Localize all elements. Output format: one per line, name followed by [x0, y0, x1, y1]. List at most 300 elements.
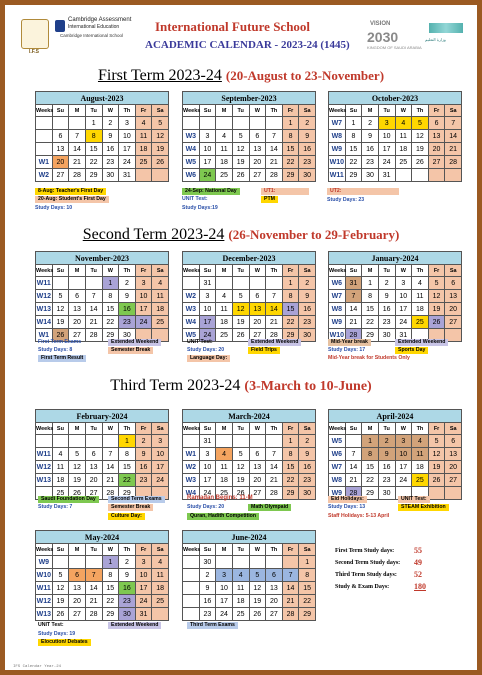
day-cell: 28: [345, 329, 362, 342]
day-header: Weeks: [183, 265, 200, 277]
legend-semester-break-nov: Semester Break: [108, 347, 153, 354]
week-label: W11: [36, 448, 53, 461]
day-header: Su: [345, 105, 362, 117]
day-cell: 3: [135, 277, 152, 290]
day-cell: 5: [152, 117, 169, 130]
legend-quran-competition: Quran, Hadith Competition: [187, 513, 259, 520]
week-label: W9: [329, 487, 346, 500]
day-cell: 8: [282, 290, 299, 303]
day-header: W: [102, 265, 119, 277]
day-cell: 14: [85, 303, 102, 316]
day-cell: 19: [52, 595, 69, 608]
day-cell: 16: [378, 461, 395, 474]
day-cell: [216, 556, 233, 569]
day-cell: 19: [232, 474, 249, 487]
week-label: W14: [36, 316, 53, 329]
day-header: Tu: [232, 265, 249, 277]
day-header: Weeks: [183, 544, 200, 556]
day-cell: 7: [266, 448, 283, 461]
day-cell: 28: [85, 608, 102, 621]
day-cell: 11: [216, 143, 233, 156]
day-cell: 5: [232, 290, 249, 303]
term2-heading: [5, 226, 477, 244]
legend-national-day: 24-Sep: National Day: [182, 188, 240, 195]
week-label: W5: [183, 156, 200, 169]
day-cell: 5: [232, 448, 249, 461]
day-cell: 19: [428, 461, 445, 474]
legend-t1-study-days-oct: Study Days: 23: [327, 197, 365, 203]
month-table: [182, 251, 316, 342]
legend-saudi-foundation-day: Saudi Foundation Day: [38, 496, 99, 503]
day-cell: 1: [282, 277, 299, 290]
day-cell: 18: [412, 461, 429, 474]
day-header: W: [249, 544, 266, 556]
summary-label-term2: Second Term Study days:: [335, 560, 401, 566]
month-calendar: [35, 91, 169, 182]
day-cell: 19: [249, 595, 266, 608]
summary-value-total: 180: [414, 582, 426, 591]
day-cell: [249, 556, 266, 569]
day-cell: 26: [428, 474, 445, 487]
day-cell: 27: [249, 169, 266, 182]
day-cell: 15: [345, 143, 362, 156]
day-cell: 9: [199, 582, 216, 595]
day-header: Sa: [299, 423, 316, 435]
day-cell: 4: [412, 277, 429, 290]
legend-extended-weekend-jan: Extended Weekend: [395, 339, 448, 346]
day-header: Tu: [378, 423, 395, 435]
week-row: [329, 316, 462, 329]
legend-field-trips: Field Trips: [248, 347, 280, 354]
day-cell: 8: [362, 290, 379, 303]
day-header: Th: [119, 265, 136, 277]
day-cell: 20: [445, 303, 462, 316]
day-cell: 16: [362, 143, 379, 156]
month-table: [35, 530, 169, 621]
day-cell: 2: [299, 117, 316, 130]
day-cell: 18: [216, 474, 233, 487]
legend-student-first-day: 20-Aug: Student's First Day: [35, 196, 109, 203]
day-header: Fr: [135, 265, 152, 277]
day-cell: 16: [299, 303, 316, 316]
day-cell: 25: [52, 487, 69, 500]
day-cell: 24: [135, 595, 152, 608]
day-cell: 24: [199, 329, 216, 342]
week-row: [183, 435, 316, 448]
week-label: W5: [183, 329, 200, 342]
day-cell: 2: [299, 435, 316, 448]
legend-t3-study-days-apr: Study Days: 13: [328, 504, 366, 510]
week-row: [183, 169, 316, 182]
day-cell: 20: [428, 143, 445, 156]
day-cell: 3: [152, 435, 169, 448]
cambridge-line2: International Education: [68, 24, 120, 30]
day-cell: 12: [232, 461, 249, 474]
day-cell: 24: [378, 156, 395, 169]
day-cell: 1: [119, 435, 136, 448]
month-table: [182, 530, 316, 621]
day-header: Th: [266, 105, 283, 117]
day-header: Fr: [428, 105, 445, 117]
day-cell: 14: [282, 582, 299, 595]
week-label: W10: [329, 329, 346, 342]
day-cell: 6: [445, 435, 462, 448]
school-name: International Future School: [155, 19, 311, 34]
day-cell: 22: [282, 474, 299, 487]
day-cell: 5: [428, 435, 445, 448]
week-row: [183, 117, 316, 130]
month-table: [328, 91, 462, 182]
day-cell: 14: [69, 143, 86, 156]
term1-title: First Term 2023-24: [97, 67, 222, 84]
day-header: Sa: [445, 105, 462, 117]
day-cell: [249, 277, 266, 290]
day-cell: [216, 277, 233, 290]
day-cell: 1: [345, 117, 362, 130]
day-cell: 13: [249, 143, 266, 156]
day-cell: 24: [199, 487, 216, 500]
day-cell: 7: [345, 290, 362, 303]
month-table: [328, 251, 462, 342]
day-header: W: [249, 105, 266, 117]
day-cell: 27: [266, 608, 283, 621]
day-cell: 3: [216, 569, 233, 582]
day-cell: [395, 169, 412, 182]
day-cell: 17: [395, 303, 412, 316]
day-cell: 25: [216, 329, 233, 342]
day-cell: 22: [102, 595, 119, 608]
term3-title: Third Term 2023-24: [110, 377, 241, 394]
day-cell: 10: [199, 143, 216, 156]
day-cell: 4: [412, 435, 429, 448]
day-cell: 13: [428, 130, 445, 143]
vision-year: 2030: [367, 29, 399, 45]
week-row: [36, 303, 169, 316]
day-cell: 27: [249, 487, 266, 500]
day-header: Fr: [135, 105, 152, 117]
day-cell: 23: [119, 316, 136, 329]
summary-label-term3: Third Term Study days:: [335, 572, 397, 578]
summary-value-term3: 52: [414, 570, 422, 579]
day-cell: 17: [216, 595, 233, 608]
legend-second-term-exams: Second Term Exams: [108, 496, 165, 503]
week-row: [36, 117, 169, 130]
week-label: W5: [329, 435, 346, 448]
day-cell: 14: [266, 461, 283, 474]
day-cell: 12: [69, 461, 86, 474]
week-row: [183, 316, 316, 329]
day-cell: 12: [52, 303, 69, 316]
day-cell: 7: [266, 130, 283, 143]
week-row: [36, 290, 169, 303]
day-cell: 26: [52, 329, 69, 342]
day-cell: 9: [299, 130, 316, 143]
legend-t2-study-days-nov: Study Days: 8: [38, 347, 73, 353]
week-row: [329, 143, 462, 156]
day-cell: 23: [299, 474, 316, 487]
summary-value-term2: 49: [414, 558, 422, 567]
day-cell: 21: [266, 156, 283, 169]
day-cell: 29: [282, 487, 299, 500]
day-cell: 4: [152, 556, 169, 569]
day-cell: [85, 556, 102, 569]
day-cell: 6: [85, 448, 102, 461]
day-cell: 8: [299, 569, 316, 582]
term2-dates: (26-November to 29-February): [228, 227, 400, 242]
week-label: W6: [183, 169, 200, 182]
week-label: W1: [183, 448, 200, 461]
day-cell: 8: [119, 448, 136, 461]
day-header: M: [362, 265, 379, 277]
week-row: [329, 303, 462, 316]
week-label: W13: [36, 608, 53, 621]
day-cell: 22: [119, 474, 136, 487]
week-label: W8: [329, 130, 346, 143]
term3-dates: (3-March to 10-June): [244, 379, 372, 394]
day-cell: 3: [395, 435, 412, 448]
day-cell: 28: [266, 487, 283, 500]
day-cell: 29: [282, 329, 299, 342]
day-cell: 5: [428, 277, 445, 290]
day-cell: 2: [299, 277, 316, 290]
day-cell: 12: [428, 290, 445, 303]
legend-language-day: Language Day:: [187, 355, 230, 362]
day-cell: 23: [102, 156, 119, 169]
day-cell: 4: [52, 448, 69, 461]
day-cell: 10: [395, 290, 412, 303]
day-cell: 15: [362, 461, 379, 474]
day-cell: 14: [266, 143, 283, 156]
week-row: [36, 156, 169, 169]
day-cell: 15: [299, 582, 316, 595]
ministry-text: وزارة التعليم: [425, 37, 446, 42]
footer-text: IFS Calendar Year-24: [13, 665, 62, 669]
day-cell: 5: [52, 569, 69, 582]
day-cell: 21: [345, 474, 362, 487]
day-cell: 17: [395, 461, 412, 474]
legend-t2-unit-test: UNIT Test:: [187, 339, 213, 345]
legend-extended-weekend-may: Extended Weekend: [108, 622, 161, 629]
day-cell: 16: [299, 461, 316, 474]
week-row: [329, 130, 462, 143]
legend-t3-unit-test: UNIT Test:: [398, 496, 430, 503]
day-cell: 24: [135, 316, 152, 329]
week-label: W13: [36, 474, 53, 487]
legend-t2-study-days-dec: Study Days: 20: [187, 347, 225, 353]
week-label: W1: [36, 329, 53, 342]
day-cell: 21: [445, 143, 462, 156]
month-calendar: [35, 530, 169, 621]
day-cell: 3: [199, 290, 216, 303]
day-cell: 12: [428, 448, 445, 461]
day-cell: 4: [216, 290, 233, 303]
cambridge-shield-icon: [55, 20, 65, 32]
day-cell: 1: [282, 117, 299, 130]
day-cell: 28: [282, 608, 299, 621]
legend-may-unit-test: UNIT Test:: [38, 622, 64, 628]
day-cell: 30: [102, 169, 119, 182]
day-header: Weeks: [329, 423, 346, 435]
day-cell: 26: [232, 169, 249, 182]
day-cell: 4: [216, 130, 233, 143]
day-cell: 31: [119, 169, 136, 182]
week-label: W3: [183, 303, 200, 316]
day-cell: 26: [69, 487, 86, 500]
month-table: [182, 91, 316, 182]
day-cell: 14: [345, 303, 362, 316]
day-header: Su: [199, 544, 216, 556]
legend-staff-holidays: Staff Holidays: 5-13 April: [328, 513, 390, 519]
day-cell: 9: [299, 448, 316, 461]
term2-title: Second Term 2023-24: [82, 226, 225, 243]
week-row: [183, 461, 316, 474]
day-header: M: [69, 105, 86, 117]
day-cell: 10: [135, 290, 152, 303]
day-header: Th: [119, 544, 136, 556]
day-header: Th: [412, 423, 429, 435]
legend-extended-weekend-nov: Extended Weekend: [108, 339, 161, 346]
day-cell: 14: [345, 461, 362, 474]
day-header: M: [216, 423, 233, 435]
day-cell: 6: [249, 290, 266, 303]
day-cell: 29: [102, 329, 119, 342]
day-cell: [266, 556, 283, 569]
day-cell: 20: [249, 316, 266, 329]
day-cell: 27: [85, 487, 102, 500]
legend-mid-year-break: Mid-Year break: [328, 339, 371, 346]
day-header: Fr: [282, 544, 299, 556]
day-cell: 7: [266, 290, 283, 303]
day-cell: 27: [249, 329, 266, 342]
day-cell: [52, 277, 69, 290]
week-label: W11: [36, 582, 53, 595]
day-header: W: [249, 423, 266, 435]
day-cell: 9: [299, 290, 316, 303]
day-cell: 8: [282, 448, 299, 461]
day-cell: 30: [378, 487, 395, 500]
day-cell: 29: [362, 329, 379, 342]
day-cell: 5: [249, 569, 266, 582]
day-cell: 21: [266, 316, 283, 329]
day-cell: 25: [152, 316, 169, 329]
day-cell: 5: [52, 290, 69, 303]
legend-t3-study-days-mar: Study Days: 20: [187, 504, 225, 510]
day-cell: 17: [199, 156, 216, 169]
week-label: [36, 130, 53, 143]
day-header: Sa: [152, 105, 169, 117]
day-cell: 25: [395, 156, 412, 169]
day-header: W: [102, 423, 119, 435]
month-calendar: [35, 409, 169, 500]
day-cell: 18: [395, 143, 412, 156]
day-cell: 26: [232, 487, 249, 500]
day-cell: [445, 487, 462, 500]
month-title: September-2023: [183, 92, 316, 105]
day-cell: [345, 435, 362, 448]
week-label: W8: [329, 474, 346, 487]
day-cell: 28: [345, 487, 362, 500]
day-cell: [266, 435, 283, 448]
day-cell: [152, 608, 169, 621]
legend-ptm: PTM: [261, 196, 278, 203]
legend-t1-unit-test: UNIT Test:: [182, 196, 208, 202]
cambridge-line3: Cambridge International School: [60, 33, 124, 38]
day-cell: 16: [199, 595, 216, 608]
day-cell: 22: [345, 156, 362, 169]
week-label: W4: [183, 143, 200, 156]
day-cell: 8: [345, 130, 362, 143]
day-cell: 9: [119, 290, 136, 303]
day-cell: 20: [445, 461, 462, 474]
day-cell: 12: [52, 582, 69, 595]
day-cell: 17: [199, 316, 216, 329]
week-row: [36, 316, 169, 329]
day-cell: 7: [85, 290, 102, 303]
day-cell: [102, 435, 119, 448]
legend-culture-day: Culture Day:: [108, 513, 145, 520]
day-cell: 31: [378, 169, 395, 182]
vision-sub: KINGDOM OF SAUDI ARABIA: [367, 45, 422, 50]
week-row: [329, 156, 462, 169]
legend-teacher-first-day: 8-Aug: Teacher's First Day: [35, 188, 106, 195]
day-cell: 23: [378, 474, 395, 487]
day-cell: 22: [282, 156, 299, 169]
day-cell: 12: [232, 303, 249, 316]
day-cell: 6: [249, 130, 266, 143]
day-cell: 4: [232, 569, 249, 582]
day-cell: 15: [102, 303, 119, 316]
day-cell: 26: [428, 316, 445, 329]
day-header: Fr: [135, 423, 152, 435]
day-cell: 30: [378, 329, 395, 342]
legend-first-term-exams: First Term Exams: [38, 339, 82, 345]
day-cell: 12: [152, 130, 169, 143]
day-header: M: [362, 105, 379, 117]
day-cell: [69, 277, 86, 290]
day-cell: 10: [216, 582, 233, 595]
day-cell: 13: [445, 290, 462, 303]
day-cell: 11: [152, 569, 169, 582]
day-cell: 29: [102, 608, 119, 621]
day-header: M: [216, 105, 233, 117]
month-calendar: [182, 91, 316, 182]
day-header: Fr: [282, 105, 299, 117]
day-cell: [232, 117, 249, 130]
day-header: Su: [52, 265, 69, 277]
day-cell: 13: [445, 448, 462, 461]
day-cell: 13: [249, 303, 266, 316]
day-cell: 30: [199, 556, 216, 569]
day-cell: [152, 169, 169, 182]
day-cell: 6: [69, 569, 86, 582]
day-cell: 18: [232, 595, 249, 608]
day-header: Th: [266, 544, 283, 556]
week-label: W12: [36, 461, 53, 474]
day-cell: 17: [152, 461, 169, 474]
day-header: Sa: [299, 544, 316, 556]
crest-label: I.F.S: [28, 49, 39, 55]
month-title: November-2023: [36, 252, 169, 265]
day-header: Weeks: [183, 423, 200, 435]
day-cell: 14: [85, 582, 102, 595]
week-row: [183, 143, 316, 156]
term3-heading: [5, 377, 477, 395]
day-header: M: [69, 544, 86, 556]
week-row: [329, 169, 462, 182]
day-header: Su: [52, 423, 69, 435]
day-cell: 28: [102, 487, 119, 500]
day-cell: 7: [282, 569, 299, 582]
